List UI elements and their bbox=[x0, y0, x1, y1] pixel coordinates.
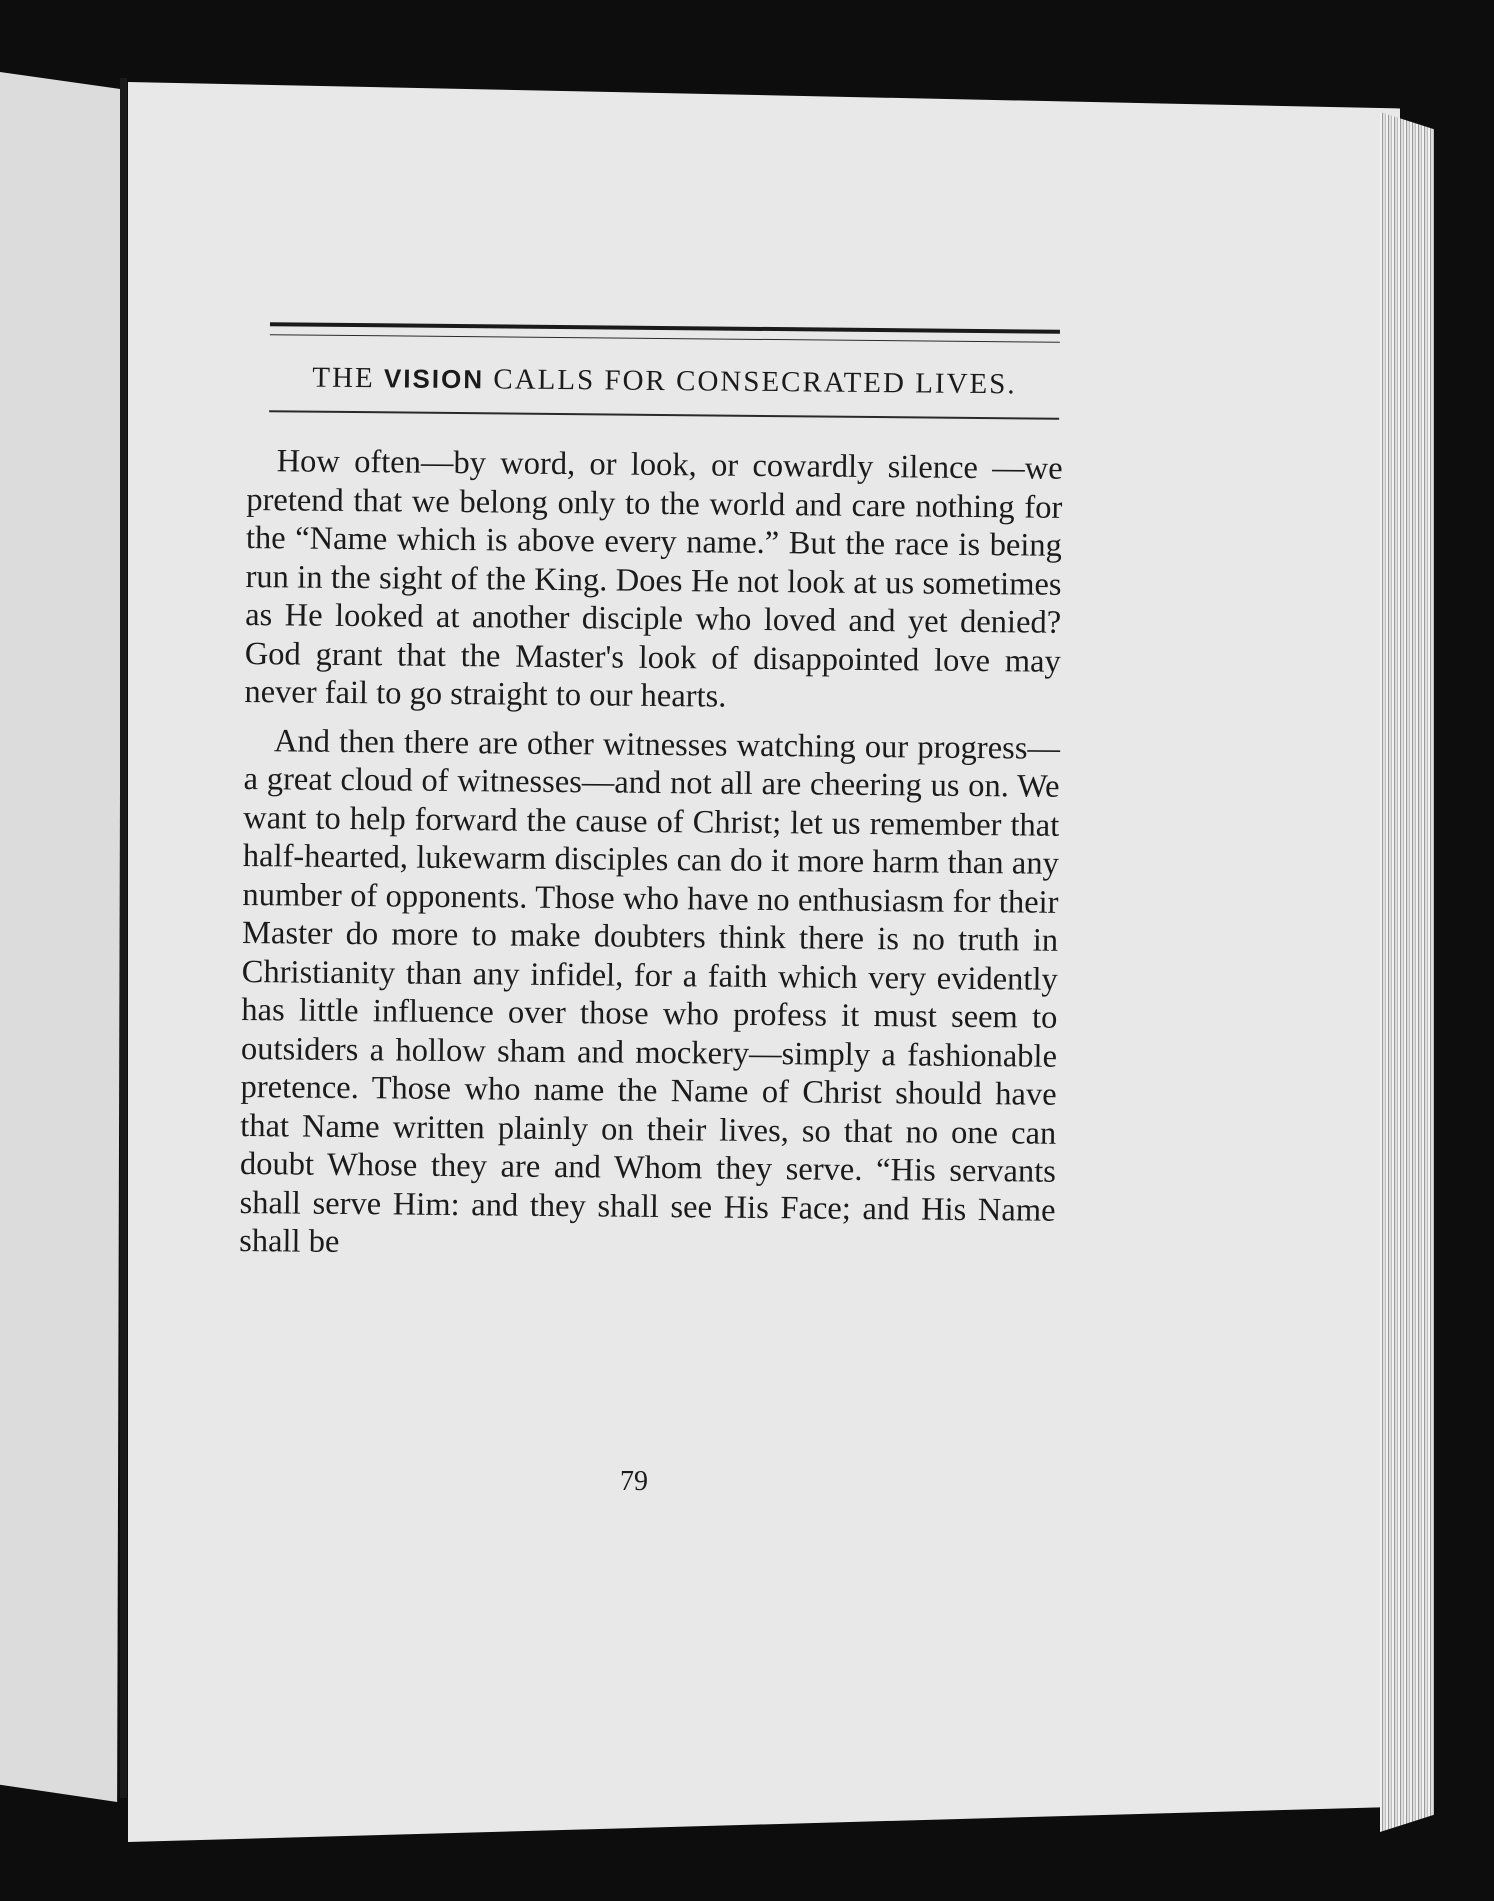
chapter-title-prefix: THE bbox=[312, 361, 385, 395]
chapter-title-emphasis: VISION bbox=[383, 363, 485, 395]
chapter-title bbox=[265, 361, 1063, 402]
page-number: 79 bbox=[620, 1466, 648, 1497]
header-rule-thin bbox=[270, 334, 1060, 343]
page-stack-edges bbox=[1380, 112, 1434, 1832]
page-content bbox=[239, 322, 1064, 1278]
paragraph-1: How often—by word, or look, or cowardly silence —we pretend that we belong only to the world and care nothing for the “Name which is above every name.” But the race is being run in the sight of the King. Does He not look at us sometimes as He looked at another disciple who loved and yet denied? God grant that the Master's look of disappointed love may never fail to go straight to our hearts. bbox=[244, 443, 1063, 715]
left-page-edge bbox=[0, 72, 122, 1802]
body-text bbox=[239, 442, 1063, 1268]
book-gutter bbox=[120, 78, 127, 1798]
chapter-title-suffix: CALLS FOR CONSECRATED LIVES. bbox=[483, 363, 1017, 401]
title-underline-rule bbox=[269, 410, 1059, 420]
paragraph-2: And then there are other witnesses watching our progress—a great cloud of witnesses—and not all are cheering us on. We want to help forward the cause of Christ; let us remember that half-hearted, lukewarm disciples can do it more harm than any number of opponents. Those who have no enthusiasm for their Master do more to make doubters think there is no truth in Christianity than any infidel, for a faith which very evidently has little influence over those who profess it must seem to outsiders a hollow sham and mockery—simply a fashionable pretence. Those who name the Name of Christ should have that Name written plainly on their lives, so that no one can doubt Whose they are and Whom they serve. “His servants shall serve Him: and they shall see His Face; and His Name shall be bbox=[239, 722, 1061, 1260]
